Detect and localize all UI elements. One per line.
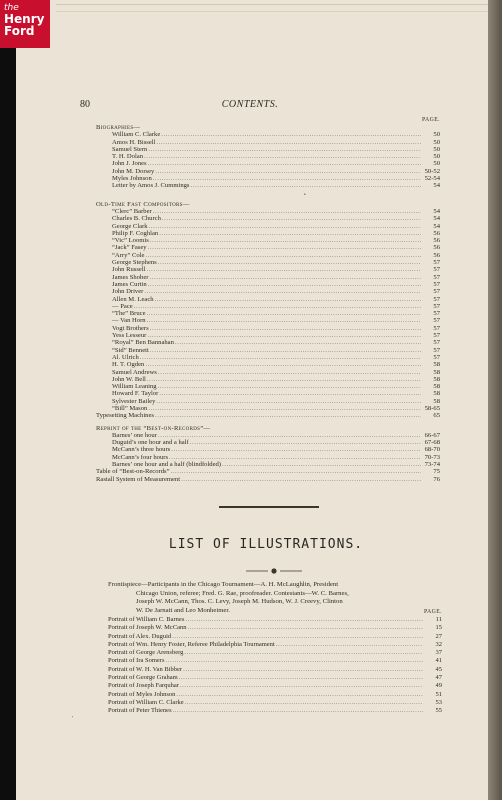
toc-entry: John Russell ..... 57	[96, 266, 440, 273]
print-mark: '	[72, 716, 74, 722]
section-heading-reprint: Reprint of the “Best-on-Records”—	[96, 424, 211, 432]
toc-entry: John W. Bell ..... 58	[96, 376, 440, 383]
toc-entry: Letter by Amos J. Cummings ..... 54	[96, 182, 440, 189]
toc-entry: Samuel Andrews ..... 58	[96, 369, 440, 376]
toc-entry: John J. Jones ..... 50	[96, 160, 440, 167]
toc-entry: James Curtin ..... 57	[96, 281, 440, 288]
section-heading-biographies: Biographies—	[96, 124, 141, 131]
toc-entry-rastall: Rastall System of Measurement ..... 76	[96, 476, 440, 483]
toc-entry: “Jack” Fasey ..... 56	[96, 244, 440, 251]
ornament-divider-icon	[224, 567, 324, 575]
toc-entry: Philip F. Coghlan ..... 56	[96, 230, 440, 237]
page-title: CONTENTS.	[221, 99, 279, 110]
illustration-entry: Portrait of George Graham ..... 47	[108, 674, 442, 682]
toc-entry: “Royal” Ben Bannahan ..... 57	[96, 339, 440, 346]
toc-entry: Charles B. Church ..... 54	[96, 215, 440, 222]
running-header	[80, 99, 460, 111]
logo-henry: Henry	[4, 12, 45, 26]
illustration-entry: Portrait of Joseph Farquhar ..... 49	[108, 682, 442, 690]
henry-ford-logo	[0, 0, 50, 48]
illustrations-heading: LIST OF ILLUSTRATIONS.	[168, 537, 364, 552]
toc-entry: Al. Ulrich ..... 57	[96, 354, 440, 361]
toc-entry: Allen M. Leach ..... 57	[96, 296, 440, 303]
illustration-entry: Portrait of George Arensberg ..... 37	[108, 649, 442, 657]
toc-entry: Duguid’s one hour and a half ..... 67-68	[96, 439, 440, 446]
toc-entry: Amos H. Bissell ..... 50	[96, 139, 440, 146]
toc-entry: John M. Dorsey ..... 50-52	[96, 168, 440, 175]
toc-entry: “Vic” Loomis ..... 56	[96, 237, 440, 244]
toc-entry: “Clerc” Barber ..... 54	[96, 208, 440, 215]
toc-entry: H. T. Ogden ..... 58	[96, 361, 440, 368]
section-divider-rule	[219, 506, 319, 508]
toc-entry: McCann’s four hours ..... 70-73	[96, 454, 440, 461]
toc-entry: — Pace ..... 57	[96, 303, 440, 310]
logo-the: the	[4, 3, 19, 13]
page-right-edge	[488, 0, 502, 800]
toc-entry: T. H. Dolan ..... 50	[96, 153, 440, 160]
illustration-entry: Portrait of Ira Somers ..... 41	[108, 657, 442, 665]
logo-ford: Ford	[4, 24, 35, 38]
illustrations-list	[108, 608, 442, 716]
illustration-entry: Portrait of William C. Clarke ..... 53	[108, 699, 442, 707]
toc-entry: James Shober ..... 57	[96, 274, 440, 281]
illustration-entry: Portrait of W. H. Van Bibber ..... 45	[108, 666, 442, 674]
toc-entry: George Stephens ..... 57	[96, 259, 440, 266]
toc-entry: John Driver ..... 57	[96, 288, 440, 295]
toc-entry: Yess Lesseur ..... 57	[96, 332, 440, 339]
illustration-entry: Portrait of Peter Thienes ..... 55	[108, 707, 442, 715]
toc-entry: Sylvester Bailey ..... 58	[96, 398, 440, 405]
toc-entry: McCann’s three hours ..... 68-70	[96, 446, 440, 453]
page-column-label: PAGE.	[421, 117, 440, 123]
illustrations-page-label: PAGE.	[423, 609, 442, 615]
illustration-entry: Portrait of Alex. Duguid ..... 27	[108, 633, 442, 641]
illustration-entry: Portrait of Myles Johnson ..... 51	[108, 691, 442, 699]
section-heading-compositors: Old-Time Fast Compositors—	[96, 200, 190, 208]
toc-entry: “Sid” Bennett ..... 57	[96, 347, 440, 354]
toc-entry-typesetting: Typesetting Machines ..... 65	[96, 412, 440, 419]
toc-entry: Myles Johnson ..... 52-54	[96, 175, 440, 182]
toc-entry: Samuel Stern ..... 50	[96, 146, 440, 153]
toc-entry-table: Table of “Best-on-Records” ..... 75	[96, 468, 440, 475]
illustration-entry: Portrait of Wm. Henry Foster, Referee Philadelphia Tournament ..... 32	[108, 641, 442, 649]
illustration-entry: Portrait of William C. Barnes ..... 11	[108, 616, 442, 624]
contents-list	[96, 116, 440, 483]
toc-entry: “Arry” Cole ..... 56	[96, 252, 440, 259]
toc-entry: Vogt Brothers ..... 57	[96, 325, 440, 332]
scan-background-left	[0, 0, 16, 800]
frontispiece-caption: Frontispiece—Participants in the Chicago Tournament—A. H. McLaughlin, President Chicago Union, referee; Fred. G. Rae, proofreader. Contestants—W. C. Barnes, Joseph W. McCann, Thos. C. Levy, Joseph M. Hudson, W. J. Creevy, Clinton W. De Jarnatt and Leo Monheimer.	[108, 581, 349, 614]
print-mark: •	[304, 192, 306, 198]
toc-entry: Barnes’ one hour ..... 66-67	[96, 432, 440, 439]
toc-entry: Barnes’ one hour and a half (blindfolded) ..... 73-74	[96, 461, 440, 468]
page-top-edge	[56, 4, 488, 12]
toc-entry: “The” Bruce ..... 57	[96, 310, 440, 317]
toc-entry: — Van Horn ..... 57	[96, 317, 440, 324]
page-number: 80	[80, 99, 90, 110]
toc-entry: “Bill” Mason ..... 58-65	[96, 405, 440, 412]
toc-entry: William Leaning ..... 58	[96, 383, 440, 390]
toc-entry: William C. Clarke ..... 50	[96, 131, 440, 138]
toc-entry: George Clark ..... 54	[96, 223, 440, 230]
illustration-entry: Portrait of Joseph W. McCann ..... 15	[108, 624, 442, 632]
toc-entry: Howard F. Taylor ..... 58	[96, 390, 440, 397]
